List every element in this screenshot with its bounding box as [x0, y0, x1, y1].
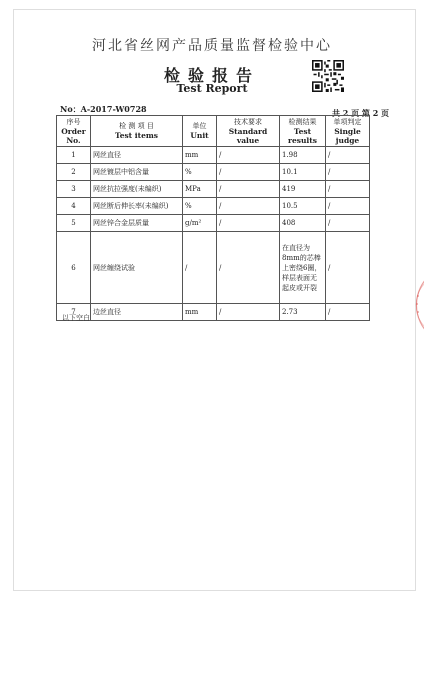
- cell-standard-value: /: [217, 147, 280, 164]
- cell-unit: %: [183, 198, 217, 215]
- report-title: 检验报告: [163, 66, 260, 85]
- header-single-judge: 单项判定 Single judge: [326, 116, 370, 147]
- header-standard-value: 技术要求 Standard value: [217, 116, 280, 147]
- cell-single-judge: /: [326, 147, 370, 164]
- header-order-no: 序号 Order No.: [57, 116, 91, 147]
- cell-test-result: 419: [280, 181, 326, 198]
- table-header-row: [57, 116, 370, 147]
- cell-order-no: 7: [57, 304, 91, 321]
- cell-test-item: 网丝锌合金层质量: [91, 215, 183, 232]
- cell-order-no: 2: [57, 164, 91, 181]
- cell-test-result: 2.73: [280, 304, 326, 321]
- cell-unit: /: [183, 232, 217, 304]
- cell-order-no: 4: [57, 198, 91, 215]
- cell-standard-value: /: [217, 198, 280, 215]
- cell-standard-value: /: [217, 304, 280, 321]
- results-table: [56, 115, 370, 321]
- cell-single-judge: /: [326, 181, 370, 198]
- cell-test-result: 在直径为8mm的芯棒上密绕6圈，样层表面无起皮或开裂: [280, 232, 326, 304]
- cell-single-judge: /: [326, 198, 370, 215]
- cell-single-judge: /: [326, 304, 370, 321]
- cell-test-result: 408: [280, 215, 326, 232]
- cell-single-judge: /: [326, 164, 370, 181]
- cell-test-result: 10.5: [280, 198, 326, 215]
- table-row: [57, 164, 370, 181]
- cell-standard-value: /: [217, 164, 280, 181]
- end-of-report-note: 以下空白: [62, 314, 90, 322]
- report-number: No：A-2017-W0728: [60, 104, 147, 114]
- cell-unit: %: [183, 164, 217, 181]
- table-row: [57, 181, 370, 198]
- cell-test-result: 10.1: [280, 164, 326, 181]
- cell-test-item: 边丝直径: [91, 304, 183, 321]
- cell-test-item: 网丝缠绕试验: [91, 232, 183, 304]
- page-count: 共 2 页 第 2 页: [332, 108, 390, 118]
- cell-single-judge: /: [326, 215, 370, 232]
- seal-stamp: [400, 270, 424, 340]
- table-row: [57, 147, 370, 164]
- report-subtitle: Test Report: [176, 82, 248, 95]
- qr-code-icon: [312, 60, 344, 92]
- cell-test-result: 1.98: [280, 147, 326, 164]
- table-row: [57, 215, 370, 232]
- cell-unit: g/m²: [183, 215, 217, 232]
- cell-order-no: 1: [57, 147, 91, 164]
- table-row: [57, 304, 370, 321]
- header-unit: 单位 Unit: [183, 116, 217, 147]
- cell-order-no: 3: [57, 181, 91, 198]
- header-test-items: 检 测 项 目 Test items: [91, 116, 183, 147]
- cell-test-item: 网丝断后伸长率(未编织): [91, 198, 183, 215]
- institution-title: 河北省丝网产品质量监督检验中心: [92, 38, 332, 54]
- cell-unit: MPa: [183, 181, 217, 198]
- cell-unit: mm: [183, 147, 217, 164]
- cell-test-item: 网丝直径: [91, 147, 183, 164]
- cell-single-judge: /: [326, 232, 370, 304]
- table-row: [57, 232, 370, 304]
- cell-standard-value: /: [217, 232, 280, 304]
- cell-unit: mm: [183, 304, 217, 321]
- cell-test-item: 网丝抗拉强度(未编织): [91, 181, 183, 198]
- cell-order-no: 5: [57, 215, 91, 232]
- table-row: [57, 198, 370, 215]
- cell-order-no: 6: [57, 232, 91, 304]
- cell-test-item: 网丝镀层中铝含量: [91, 164, 183, 181]
- header-test-results: 检测结果 Test results: [280, 116, 326, 147]
- cell-standard-value: /: [217, 181, 280, 198]
- cell-standard-value: /: [217, 215, 280, 232]
